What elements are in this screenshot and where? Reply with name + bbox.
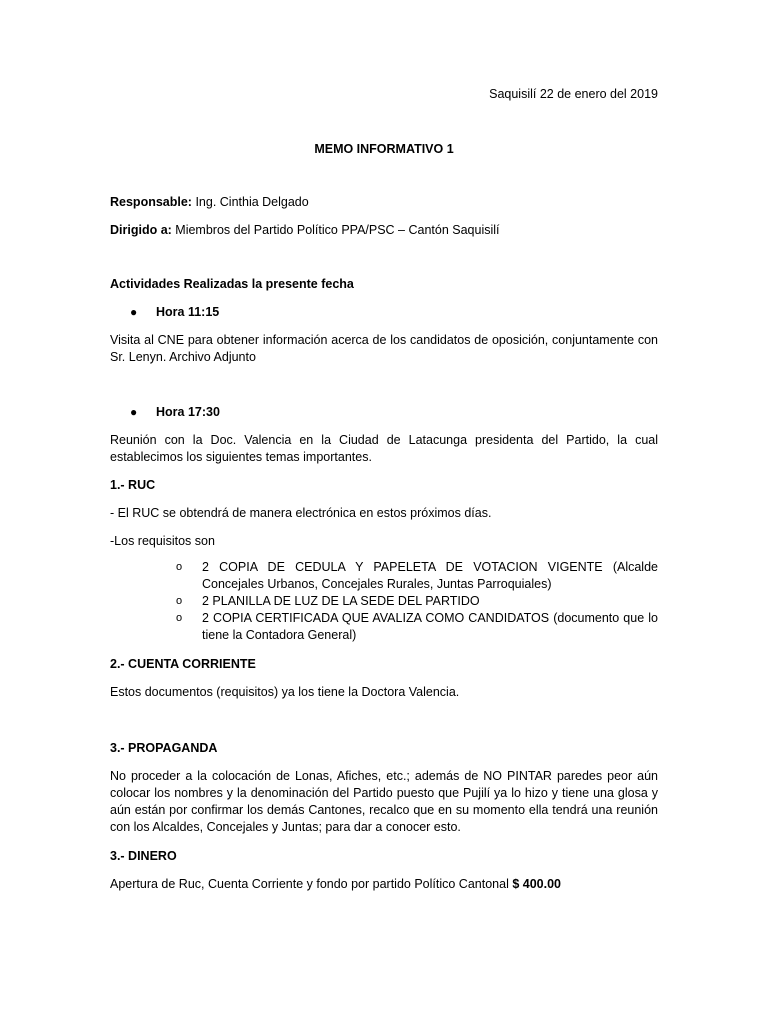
hora1-paragraph: Visita al CNE para obtener información acerca de los candidatos de oposición, conjuntamente con Sr. Lenyn. Archivo Adjunto [110,333,658,364]
list-item [176,610,658,644]
document-title: MEMO INFORMATIVO 1 [314,142,454,156]
requirement-text: 2 PLANILLA DE LUZ DE LA SEDE DEL PARTIDO [202,594,480,608]
ruc-line-1: - El RUC se obtendrá de manera electrónica en estos próximos días. [110,506,492,520]
dirigido-line [110,222,658,239]
document-date: Saquisilí 22 de enero del 2019 [489,87,658,101]
ruc-heading: 1.- RUC [110,478,156,492]
dirigido-label: Dirigido a: [110,223,172,237]
ruc-line-2: -Los requisitos son [110,534,215,548]
circle-bullet-icon: o [176,595,183,607]
hora2-label: Hora 17:30 [156,405,220,419]
bullet-icon: ● [130,405,138,419]
propaganda-heading: 3.- PROPAGANDA [110,741,218,755]
dinero-heading: 3.- DINERO [110,849,177,863]
requirements-list [176,559,658,644]
dinero-line [110,876,658,893]
circle-bullet-icon: o [176,561,183,573]
dirigido-value: Miembros del Partido Político PPA/PSC – Cantón Saquisilí [171,223,500,237]
requirement-text: 2 COPIA DE CEDULA Y PAPELETA DE VOTACION VIGENTE (Alcalde Concejales Urbanos, Concejales Rurales, Juntas Parroquiales) [202,560,658,591]
cuenta-heading: 2.- CUENTA CORRIENTE [110,657,256,671]
list-item [176,593,658,610]
list-item [176,559,658,593]
hora2-bullet-item [130,404,658,421]
circle-bullet-icon: o [176,612,183,624]
responsable-label: Responsable: [110,195,192,209]
hora2-paragraph: Reunión con la Doc. Valencia en la Ciudad de Latacunga presidenta del Partido, la cual establecimos los siguientes temas importantes. [110,433,658,464]
responsable-line [110,194,658,211]
propaganda-paragraph: No proceder a la colocación de Lonas, Afiches, etc.; además de NO PINTAR paredes peor aún colocar los nombres y la denominación del Partido puesto que Pujilí ya lo hizo y tiene una glosa y aún están por confirmar los demás Cantones, recalco que en su momento ella tendrá una reunión con los Alcaldes, Concejales y Juntas; para dar a conocer esto. [110,769,658,834]
dinero-text: Apertura de Ruc, Cuenta Corriente y fondo por partido Político Cantonal [110,877,513,891]
dinero-amount: $ 400.00 [512,877,561,891]
cuenta-text: Estos documentos (requisitos) ya los tiene la Doctora Valencia. [110,685,460,699]
activities-heading: Actividades Realizadas la presente fecha [110,277,354,291]
bullet-icon: ● [130,305,138,319]
responsable-value: Ing. Cinthia Delgado [191,195,309,209]
hora1-label: Hora 11:15 [156,305,220,319]
hora1-bullet-item [130,304,658,321]
requirement-text: 2 COPIA CERTIFICADA QUE AVALIZA COMO CANDIDATOS (documento que lo tiene la Contadora General) [202,611,658,642]
